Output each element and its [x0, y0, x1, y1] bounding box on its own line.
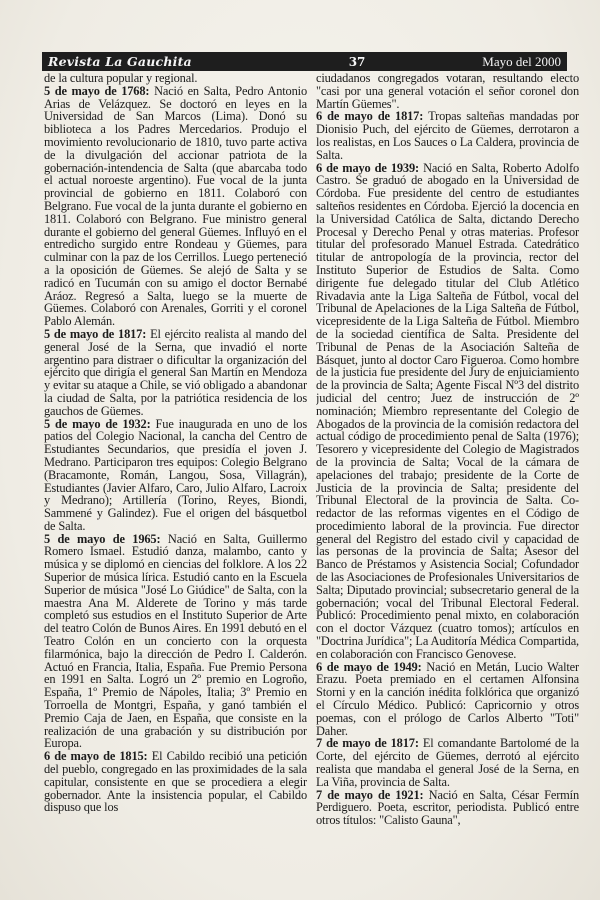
- entry-text: ciudadanos congregados votaran, resultando electo "casi por una general votación el señor coronel don Martín Güemes".: [316, 72, 579, 111]
- entry: [316, 737, 579, 788]
- entry: [44, 85, 307, 328]
- entry-date: 5 de mayo de 1965:: [44, 531, 161, 546]
- entry: [316, 72, 579, 110]
- entry-text: de la cultura popular y regional.: [44, 72, 198, 85]
- entry-date: 7 de mayo de 1921:: [316, 787, 424, 802]
- entry: [44, 750, 307, 814]
- entry: [316, 162, 579, 661]
- entry-text: El Cabildo recibió una petición del pueblo, congregado en las proximidades de la sala capitular, consistente en que se procediera a elegir gobernador. Ante la insistencia popular, el Cabildo dispuso que los: [44, 749, 307, 815]
- entry-text: Nació en Salta, César Fermín Perdiguero. Poeta, escritor, periodista. Publicó entre otros títulos: "Calisto Gauna",: [316, 787, 579, 828]
- entry: [316, 789, 579, 827]
- left-column: [44, 72, 307, 884]
- entry: [316, 110, 579, 161]
- magazine-title: Revista La Gauchita: [48, 54, 192, 69]
- entry-text: El ejército realista al mando del general José de la Serna, que invadió el norte argentino para distraer o dificultar la organización del ejército que dirigía el general San Martín en Mendoza y evitar su ataque a Chile, se vió obligado a abandonar la ciudad de Salta, por la patriótica residencia de los gauchos de Güemes.: [44, 326, 307, 418]
- entry-date: 6 de mayo de 1817:: [316, 109, 424, 124]
- entry: [44, 533, 307, 751]
- entry-text: Nació en Salta, Guillermo Romero Ismael. Estudió danza, malambo, canto y música y se diplomó en ciencias del folklore. A los 22 Superior de música lírica. Estudió canto en la Escuela Superior de música "José Lo Giúdice" de Salta, con la maestra Ana M. Alderete de Torino y más tarde completó sus estudios en el Instituto Superior de Arte del teatro Colón de Bunos Aires. En 1991 debutó en el Teatro Colón en un concierto con la orquesta filarmónica, bajo la dirección de Pedro I. Calderón. Actuó en Francia, Italia, España. Fue Premio Persona en 1991 en Salta. Logró un 2º premio en Logroño, España, 1º Premio de Nápoles, Italia; 3º Premio en Torroella de Montgri, España, y ganó también el Premio Caja de Jaen, en España, que consiste en la realización de una grabación y su distribución por Europa.: [44, 531, 307, 751]
- entry-text: Tropas salteñas mandadas por Dionisio Puch, del ejército de Güemes, derrotaron a los realistas, en Los Sauces o La Caldera, provincia de Salta.: [316, 109, 579, 162]
- entry-text: El comandante Bartolomé de la Corte, del ejército de Güemes, derrotó al ejército realista que mandaba el general José de la Serna, en La Viña, provincia de Salta.: [316, 736, 579, 789]
- entry-date: 5 de mayo de 1932:: [44, 416, 151, 431]
- issue-date: Mayo del 2000: [482, 53, 561, 69]
- entry-text: Nació en Metán, Lucio Walter Erazu. Poeta premiado en el certamen Alfonsina Storni y en la canción inédita folklórica que organizó el Círculo Médico. Publicó: Capricornio y otros poemas, con el prólogo de Carlos Alberto "Toti" Daher.: [316, 659, 579, 738]
- entry-text: Nació en Salta, Roberto Adolfo Castro. Se graduó de abogado en la Universidad de Córdoba. Fue presidente del centro de estudiantes salteños residentes en Córdoba. Ejerció la docencia en la Universidad Católica de Salta, dictando Derecho Procesal y Derecho Penal y otras materias. Profesor titular del profesorado Manuel Estrada. Catedrático titular de antropología de la provincia, rector del Instituto Superior de Estudios de Salta. Como dirigente fue delegado titular del Club Atlético Rivadavia ante la Liga Salteña de Fútbol, vocal del Tribunal de Apelaciones de la Liga Salteña de Fútbol, vicepresidente de la Liga Salteña de Fútbol. Miembro de la sociedad científica de Salta. Presidente del Tribunal de Penas de la Asociación Salteña de Básquet, junto al doctor Caro Figueroa. Como hombre de la justicia fue presidente del Jury de enjuiciamiento de la provincia de Salta; Agente Fiscal Nº3 del distrito judicial del centro; Juez de instrucción de 2º nominación; Miembro representante del Colegio de Abogados de la provincia de la comisión redactora del actual código de procedimiento penal de Salta (1976); Tesorero y vicepresidente del Colegio de Magistrados de la provincia de Salta; Vocal de la cámara de apelaciones del trabajo; presidente de la Corte de Justicia de la provincia de Salta; presidente del Tribunal Electoral de la provincia de Salta. Co-redactor de las reformas vigentes en el Código de procedimiento laboral de la provincia. Fue director general del Registro del estado civil y capacidad de las personas de la provincia de Salta; Asesor del Banco de Préstamos y Asistencia Social; Cofundador de las Asociaciones de Profesionales Universitarios de Salta; Diputado provincial; subsecretario general de la gobernación; vocal del Tribunal Electoral Federal. Publicó: Procedimiento penal mixto, en colaboración con el doctor Vázquez (cuatro tomos); artículos en "Doctrina Jurídica"; La Auditoría Médica Compartida, en colaboración con Francisco Genovese.: [316, 160, 579, 661]
- entry-text: Fue inaugurada en uno de los patios del Colegio Nacional, la cancha del Centro de Estudiantes Secundarios, que presidía el joven J. Medrano. Participaron tres equipos: Colegio Belgrano (Bracamonte, Román, Langou, Sosa, Villagrán), Estudiantes (Javier Alfaro, Caro, Julio Alfaro, Lacroix y Medrano); Artillería (Torino, Reyes, Biondi, Sammené y Galindez). Fue el origen del básquetbol de Salta.: [44, 416, 307, 533]
- page-number: 37: [348, 54, 366, 69]
- entry-date: 6 de mayo de 1939:: [316, 160, 420, 175]
- entry-date: 5 de mayo de 1817:: [44, 326, 147, 341]
- page-header: [42, 52, 567, 71]
- entry-date: 6 de mayo de 1815:: [44, 749, 148, 764]
- entry: [316, 661, 579, 738]
- entry: [44, 328, 307, 418]
- entry-date: 7 de mayo de 1817:: [316, 736, 419, 751]
- entry-date: 6 de mayo de 1949:: [316, 659, 422, 674]
- entry-text: Nació en Salta, Pedro Antonio Arias de Velázquez. Se doctoró en leyes en la Universidad de San Marcos (Lima). Donó su biblioteca a los Padres Mercedarios. Produjo el movimiento revolucionario de 1810, tuvo parte activa de la divulgación del accionar patriota de la gobernación-intendencia de Salta (que abarcaba todo el actual noroeste argentino). Fue vocal de la junta provincial de gobierno en 1811. Colaboró con Belgrano. Fue vocal de la junta durante el gobierno en 1811. Colaboró con Belgrano. Fue ministro general durante el gobierno del general Güemes. Influyó en el entredicho surgido entre Rondeau y Güemes, para culminar con la paz de los Cerrillos. Luego perteneció a la oposición de Güemes. Se alejó de Salta y se radicó en Tucumán con su amigo el doctor Bernabé Aráoz. Regresó a Salta, luego se la muerte de Güemes. Colaboró con Arenales, Gorriti y el coronel Pablo Alemán.: [44, 83, 307, 329]
- entry: [44, 418, 307, 533]
- right-column: [316, 72, 579, 884]
- entry-date: 5 de mayo de 1768:: [44, 83, 150, 98]
